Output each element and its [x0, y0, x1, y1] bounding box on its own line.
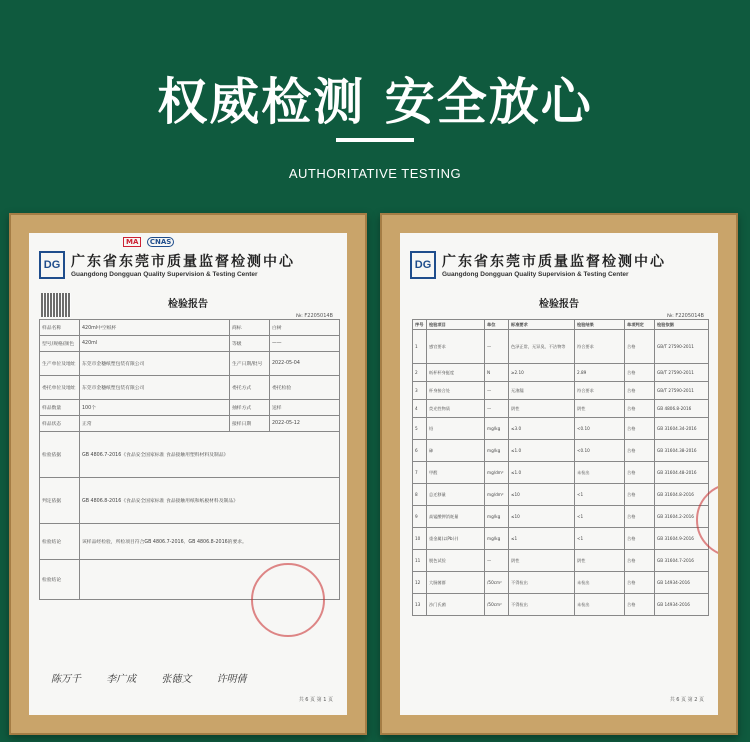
table-cell: 样品状态 — [40, 416, 80, 432]
report-title: 检验报告 — [539, 299, 579, 310]
certification-marks — [123, 237, 174, 247]
table-cell: 合格 — [625, 528, 655, 550]
table-cell: 符合要求 — [575, 382, 625, 400]
table-cell: /50cm² — [485, 594, 509, 616]
table-cell: GB 31604.38-2016 — [655, 440, 709, 462]
table-cell: 6 — [413, 440, 427, 462]
table-cell: 420ml中空纸杯 — [80, 320, 230, 336]
table-cell: 脱色试验 — [427, 550, 485, 572]
table-cell: 检验结论 — [40, 524, 80, 560]
table-cell: GB/T 27590-2011 — [655, 330, 709, 364]
table-cell: GB/T 27590-2011 — [655, 382, 709, 400]
table-cell: GB 31604.8-2016 — [655, 484, 709, 506]
signature: 许明倩 — [216, 674, 247, 685]
table-cell: 合格 — [625, 550, 655, 572]
table-header-row — [413, 320, 709, 330]
table-row — [40, 376, 340, 400]
table-cell: 13 — [413, 594, 427, 616]
table-cell: 甲醛 — [427, 462, 485, 484]
table-cell: 总迁移量 — [427, 484, 485, 506]
table-cell: mg/kg — [485, 440, 509, 462]
table-cell: 未检出 — [575, 572, 625, 594]
table-cell: ≤1.0 — [509, 440, 575, 462]
table-cell: 合格 — [625, 440, 655, 462]
table-cell: 纸杯杯身挺度 — [427, 364, 485, 382]
table-cell: mg/dm² — [485, 484, 509, 506]
table-cell: 东莞市金穗纸塑包装有限公司 — [80, 376, 230, 400]
table-cell: <1 — [575, 484, 625, 506]
column-header: 序号 — [413, 320, 427, 330]
center-logo-icon: DG — [39, 251, 65, 279]
table-cell: 感官要求 — [427, 330, 485, 364]
table-cell: GB 31604.7-2016 — [655, 550, 709, 572]
sample-info-table — [39, 319, 340, 600]
table-row — [413, 506, 709, 528]
table-cell: GB 4806.7-2016《食品安全国家标准 食品接触用塑料材料及制品》 — [80, 432, 340, 478]
table-row — [40, 352, 340, 376]
table-cell: 白树 — [270, 320, 340, 336]
table-row — [40, 336, 340, 352]
table-cell: 合格 — [625, 382, 655, 400]
test-results-table — [412, 319, 709, 616]
table-cell: 大肠菌群 — [427, 572, 485, 594]
hero-subtitle: AUTHORITATIVE TESTING — [288, 166, 462, 181]
table-cell: 色泽正常，无异臭、不洁物等 — [509, 330, 575, 364]
table-row — [413, 364, 709, 382]
ma-mark-icon: MA — [123, 237, 141, 247]
table-row — [413, 550, 709, 572]
table-row — [413, 572, 709, 594]
cnas-mark-icon: CNAS — [147, 237, 174, 247]
table-cell: 420ml — [80, 336, 230, 352]
signature: 李广成 — [106, 674, 137, 685]
org-name-cn: 广东省东莞市质量监督检测中心 — [71, 254, 295, 270]
table-cell: GB 14934-2016 — [655, 572, 709, 594]
table-row — [40, 416, 340, 432]
hero-title: 权威检测 安全放心 — [157, 73, 593, 131]
table-row — [40, 432, 340, 478]
table-cell: 2022-05-12 — [270, 416, 340, 432]
table-cell: 2 — [413, 364, 427, 382]
page-number: 共 6 页 第 1 页 — [298, 697, 333, 703]
table-cell: 合格 — [625, 572, 655, 594]
table-row — [413, 400, 709, 418]
table-cell: 符合要求 — [575, 330, 625, 364]
table-cell: 2.89 — [575, 364, 625, 382]
table-cell: GB 31604.9-2016 — [655, 528, 709, 550]
table-cell: 抽样方式 — [230, 400, 270, 416]
org-name-en: Guangdong Dongguan Quality Supervision & Testing Center — [71, 271, 258, 278]
report-number: №: F2205014B — [295, 313, 333, 319]
column-header: 单位 — [485, 320, 509, 330]
table-cell: 5 — [413, 418, 427, 440]
table-cell: mg/kg — [485, 418, 509, 440]
table-cell: 生产单位及地址 — [40, 352, 80, 376]
org-name-cn: 广东省东莞市质量监督检测中心 — [442, 254, 666, 270]
table-cell: 正常 — [80, 416, 230, 432]
table-row — [413, 382, 709, 400]
table-cell: 检验依据 — [40, 432, 80, 478]
table-cell: — — [485, 330, 509, 364]
table-cell: 铅 — [427, 418, 485, 440]
table-cell: — — [485, 400, 509, 418]
table-row — [40, 320, 340, 336]
table-cell: 委托检验 — [270, 376, 340, 400]
table-cell: N — [485, 364, 509, 382]
table-cell: 合格 — [625, 594, 655, 616]
table-cell: 合格 — [625, 506, 655, 528]
table-cell: 接样日期 — [230, 416, 270, 432]
page-number: 共 6 页 第 2 页 — [669, 697, 704, 703]
table-cell: <0.10 — [575, 418, 625, 440]
table-cell: 荧光性物质 — [427, 400, 485, 418]
table-cell: 7 — [413, 462, 427, 484]
table-cell: <1 — [575, 506, 625, 528]
table-cell: ≤1.0 — [509, 462, 575, 484]
table-cell: 合格 — [625, 364, 655, 382]
table-cell: — — [485, 382, 509, 400]
table-cell: 重金属(以Pb计) — [427, 528, 485, 550]
table-cell: 不得检出 — [509, 594, 575, 616]
table-cell: 沙门氏菌 — [427, 594, 485, 616]
table-row — [413, 594, 709, 616]
table-cell: 未检出 — [575, 594, 625, 616]
table-cell: 检验结论 — [40, 560, 80, 600]
table-cell: 合格 — [625, 484, 655, 506]
report-header — [39, 238, 337, 291]
report-number: №: F2205014B — [666, 313, 704, 319]
table-cell: 阴性 — [509, 400, 575, 418]
signature: 张德文 — [161, 674, 192, 685]
table-cell: — — [485, 550, 509, 572]
table-cell: 委托单位及地址 — [40, 376, 80, 400]
table-cell: 高锰酸钾消耗量 — [427, 506, 485, 528]
report-title: 检验报告 — [168, 299, 208, 310]
table-cell: 等级 — [230, 336, 270, 352]
table-cell: 12 — [413, 572, 427, 594]
table-cell: <0.10 — [575, 440, 625, 462]
table-cell: 2022-05-04 — [270, 352, 340, 376]
table-cell: 送样 — [270, 400, 340, 416]
table-cell: 合格 — [625, 462, 655, 484]
table-cell: mg/dm² — [485, 462, 509, 484]
hero-divider — [336, 138, 414, 142]
table-cell: 3 — [413, 382, 427, 400]
table-row — [40, 400, 340, 416]
column-header: 标准要求 — [509, 320, 575, 330]
table-row — [413, 440, 709, 462]
table-cell: 阴性 — [575, 550, 625, 572]
table-cell: /50cm² — [485, 572, 509, 594]
table-cell: 样品名称 — [40, 320, 80, 336]
table-cell: 商标 — [230, 320, 270, 336]
left-report-page — [29, 233, 347, 715]
table-cell: mg/kg — [485, 506, 509, 528]
table-cell: 砷 — [427, 440, 485, 462]
table-cell: 东莞市金穗纸塑包装有限公司 — [80, 352, 230, 376]
table-cell: 委托方式 — [230, 376, 270, 400]
table-cell: 阴性 — [575, 400, 625, 418]
table-cell: 杯身接合处 — [427, 382, 485, 400]
table-cell: GB 4806.8-2016 — [655, 400, 709, 418]
table-cell: 未检出 — [575, 462, 625, 484]
table-cell: ≤3.0 — [509, 418, 575, 440]
table-row — [413, 484, 709, 506]
table-cell: 10 — [413, 528, 427, 550]
left-certificate-frame — [9, 213, 367, 735]
table-cell: —— — [270, 336, 340, 352]
table-cell: <1 — [575, 528, 625, 550]
table-row — [413, 528, 709, 550]
org-name-en: Guangdong Dongguan Quality Supervision & Testing Center — [442, 271, 629, 278]
table-cell: ≤10 — [509, 484, 575, 506]
table-cell: mg/kg — [485, 528, 509, 550]
table-cell: GB 4806.8-2016《食品安全国家标准 食品接触用纸和纸板材料及制品》 — [80, 478, 340, 524]
table-cell: ≥2.10 — [509, 364, 575, 382]
red-seal-stamp-icon — [251, 563, 325, 637]
table-row — [413, 330, 709, 364]
table-cell: GB 31604.2-2016 — [655, 506, 709, 528]
table-cell: GB 31604.48-2016 — [655, 462, 709, 484]
table-cell: 100个 — [80, 400, 230, 416]
table-cell: GB 31604.34-2016 — [655, 418, 709, 440]
table-cell: GB 14934-2016 — [655, 594, 709, 616]
signature: 陈万千 — [51, 674, 81, 685]
table-cell: 型号/规格/颜色 — [40, 336, 80, 352]
center-logo-icon: DG — [410, 251, 436, 279]
table-cell: 4 — [413, 400, 427, 418]
table-cell: ≤10 — [509, 506, 575, 528]
right-certificate-frame — [380, 213, 738, 735]
signatures-row — [51, 670, 333, 685]
report-header — [410, 251, 708, 291]
table-cell: 无渗漏 — [509, 382, 575, 400]
table-cell: 不得检出 — [509, 572, 575, 594]
table-cell: 该样品经检验，所检项目符合GB 4806.7-2016、GB 4806.8-2016的要求。 — [80, 524, 340, 560]
table-row — [413, 418, 709, 440]
column-header: 检验结果 — [575, 320, 625, 330]
table-cell: 11 — [413, 550, 427, 572]
table-row — [40, 478, 340, 524]
table-cell: 合格 — [625, 330, 655, 364]
table-cell: 判定依据 — [40, 478, 80, 524]
table-cell: 8 — [413, 484, 427, 506]
table-cell: 阴性 — [509, 550, 575, 572]
table-cell: 1 — [413, 330, 427, 364]
table-cell: 9 — [413, 506, 427, 528]
table-cell: 样品数量 — [40, 400, 80, 416]
column-header: 检验依据 — [655, 320, 709, 330]
table-row — [40, 524, 340, 560]
table-row — [413, 462, 709, 484]
table-cell: 生产日期/批号 — [230, 352, 270, 376]
column-header: 单项判定 — [625, 320, 655, 330]
table-cell: 合格 — [625, 418, 655, 440]
table-cell: 合格 — [625, 400, 655, 418]
right-report-page — [400, 233, 718, 715]
table-cell: GB/T 27590-2011 — [655, 364, 709, 382]
table-cell: ≤1 — [509, 528, 575, 550]
column-header: 检验项目 — [427, 320, 485, 330]
